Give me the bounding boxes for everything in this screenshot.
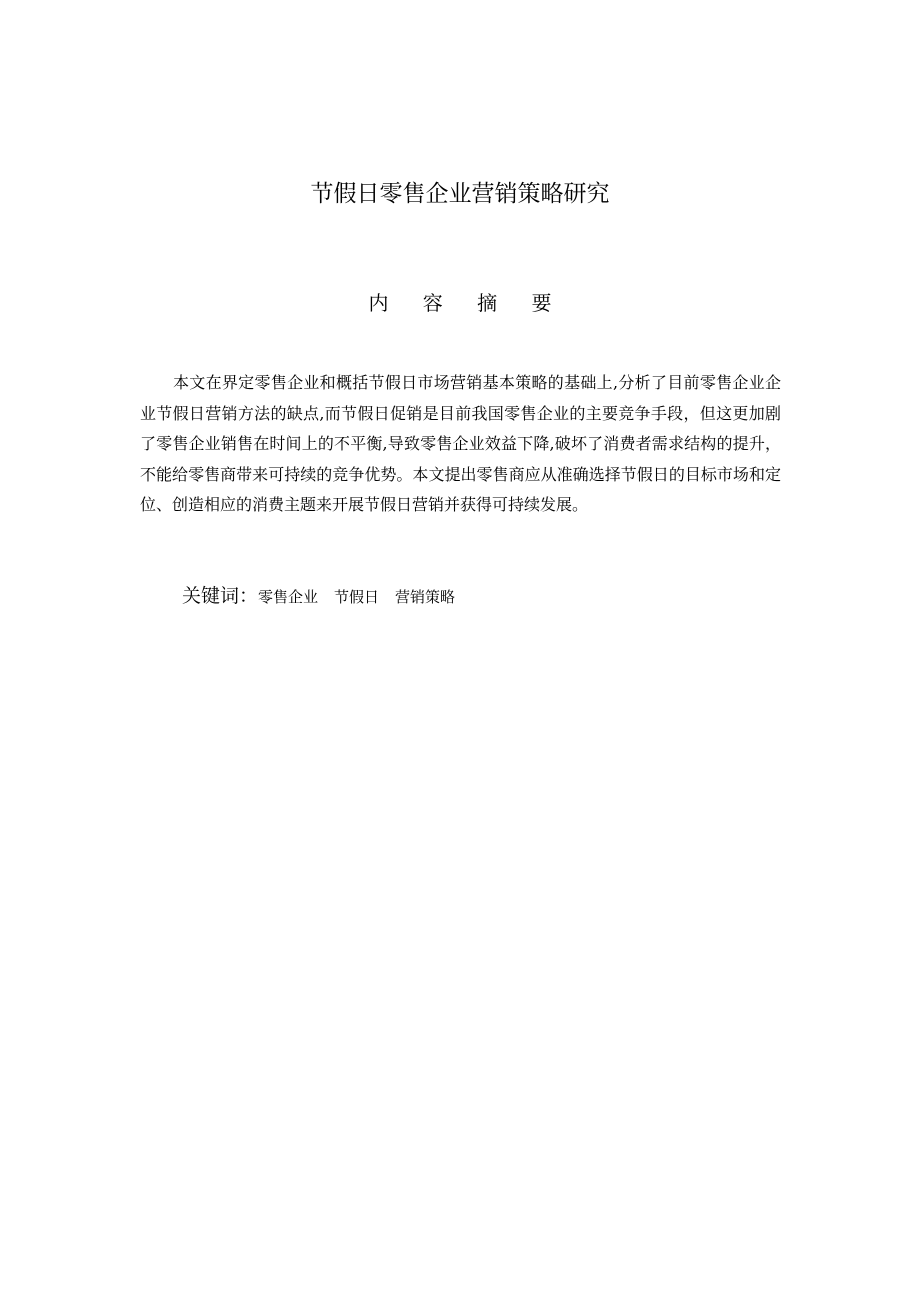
keyword-item: 营销策略: [395, 588, 456, 606]
document-title: 节假日零售企业营销策略研究: [310, 181, 610, 207]
keyword-item: 节假日: [334, 588, 380, 606]
abstract-body: 本文在界定零售企业和概括节假日市场营销基本策略的基础上,分析了目前零售企业企业节假日营销方法的缺点,而节假日促销是目前我国零售企业的主要竞争手段，但这更加剧了零售企业销售在时间上的不平衡,导致零售企业效益下降,破坏了消费者需求结构的提升，不能给零售商带来可持续的竞争优势。本文提出零售商应从准确选择节假日的目标市场和定位、创造相应的消费主题来开展节假日营销并获得可持续发展。: [140, 373, 781, 514]
keywords-label: 关键词：: [182, 585, 259, 607]
abstract-heading: 内 容 摘 要: [368, 291, 566, 315]
keyword-item: 零售企业: [258, 588, 319, 606]
keywords-line: [182, 580, 471, 613]
